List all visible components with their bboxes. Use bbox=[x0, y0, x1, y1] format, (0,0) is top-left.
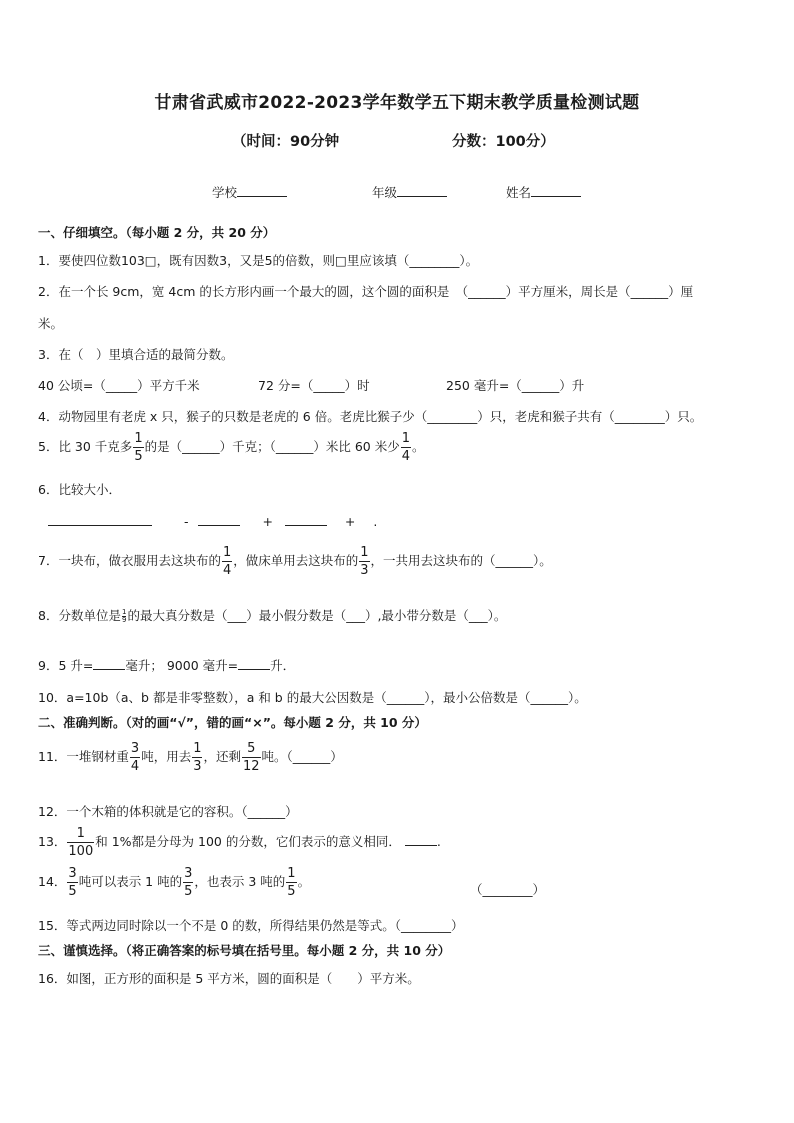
question-4: 4．动物园里有老虎 x 只，猴子的只数是老虎的 6 倍。老虎比猴子少（________）只，老虎和猴子共有（________）只。 bbox=[38, 409, 703, 424]
fraction-1-5: $\frac{1}{5}$ bbox=[287, 866, 296, 899]
fraction-1-100: $\frac{1}{100}$ bbox=[68, 826, 94, 859]
fraction-1-4: $\frac{1}{4}$ bbox=[222, 545, 232, 578]
question-3c: 250 毫升=（______）升 bbox=[446, 378, 585, 393]
school-field[interactable] bbox=[212, 183, 287, 201]
question-12: 12．一个木箱的体积就是它的容积。（______） bbox=[38, 804, 298, 819]
fraction-1-5: $\frac{1}{5}$ bbox=[134, 431, 143, 464]
question-11: 11．一堆钢材重 $\frac{3}{4}$ 吨，用去 $\frac{1}{3}$ ，还剩 $\frac{5}{12}$ 吨。（______） bbox=[38, 741, 343, 774]
fraction-5-12: $\frac{5}{12}$ bbox=[243, 741, 260, 774]
q5-text-b: 的是（______）千克；（______）米比 60 米少 bbox=[144, 439, 400, 454]
question-7: 7．一块布，做衣服用去这块布的 $\frac{1}{4}$ ，做床单用去这块布的 $\frac{1}{3}$ ，一共用去这块布的（______）。 bbox=[38, 545, 552, 578]
page-title: 甘肃省武威市2022-2023学年数学五下期末教学质量检测试题 bbox=[154, 93, 640, 113]
question-2-cont: 米。 bbox=[38, 316, 64, 331]
period: . bbox=[373, 514, 378, 529]
question-14-answer: （________） bbox=[470, 882, 546, 897]
q5-text-a: 5．比 30 千克多 bbox=[38, 439, 133, 454]
fraction-3-5: $\frac{3}{5}$ bbox=[184, 866, 193, 899]
fraction-3-5: $\frac{3}{5}$ bbox=[68, 866, 77, 899]
question-6: 6．比较大小． bbox=[38, 482, 121, 497]
question-13: 13． $\frac{1}{100}$ 和 1%都是分母为 100 的分数，它们表示的意义相同． . bbox=[38, 826, 441, 859]
fraction-1-9: $\frac{1}{9}$ bbox=[121, 608, 127, 624]
question-1: 1．要使四位数103□，既有因数3，又是5的倍数，则□里应该填（________）。 bbox=[38, 253, 479, 268]
school-label: 学校 bbox=[212, 185, 238, 200]
exam-score: 分数：100分） bbox=[452, 134, 555, 150]
plus-sign: + bbox=[344, 514, 356, 529]
fraction-3-4: $\frac{3}{4}$ bbox=[130, 741, 140, 774]
section-1-heading: 一、仔细填空。（每小题 2 分，共 20 分） bbox=[38, 225, 276, 240]
question-3: 3．在（ ）里填合适的最简分数。 bbox=[38, 347, 234, 362]
grade-field[interactable] bbox=[372, 183, 447, 201]
name-blank[interactable] bbox=[531, 184, 581, 197]
plus-sign: + bbox=[262, 514, 273, 529]
question-3a: 40 公顷=（_____）平方千米 bbox=[38, 378, 200, 393]
question-8: 8．分数单位是 $\frac{1}{9}$ 的最大真分数是（___）最小假分数是（___）,最小带分数是（___）。 bbox=[38, 608, 507, 624]
fraction-1-3: $\frac{1}{3}$ bbox=[360, 545, 369, 578]
answer-blank[interactable] bbox=[238, 658, 270, 670]
compare-blank[interactable] bbox=[198, 514, 240, 526]
compare-blank[interactable] bbox=[48, 514, 152, 526]
compare-blank[interactable] bbox=[285, 514, 327, 526]
fraction-1-3: $\frac{1}{3}$ bbox=[193, 741, 202, 774]
question-15: 15．等式两边同时除以一个不是 0 的数，所得结果仍然是等式。（________） bbox=[38, 918, 464, 933]
question-9: 9．5 升= 毫升； 9000 毫升= 升． bbox=[38, 658, 296, 673]
question-14: 14． $\frac{3}{5}$ 吨可以表示 1 吨的 $\frac{3}{5}$ ，也表示 3 吨的 $\frac{1}{5}$ 。 bbox=[38, 866, 311, 899]
question-2: 2．在一个长 9cm，宽 4cm 的长方形内画一个最大的圆，这个圆的面积是 （______）平方厘米，周长是（______）厘 bbox=[38, 284, 694, 299]
section-2-heading: 二、准确判断。（对的画“√”，错的画“×”。每小题 2 分，共 10 分） bbox=[38, 715, 427, 730]
question-16: 16．如图，正方形的面积是 5 平方米，圆的面积是（ ）平方米。 bbox=[38, 971, 420, 986]
answer-blank[interactable] bbox=[93, 658, 125, 670]
question-5: 5．比 30 千克多 $\frac{1}{5}$ 的是（______）千克；（______）米比 60 米少 $\frac{1}{4}$ 。 bbox=[38, 431, 425, 464]
name-field[interactable] bbox=[506, 183, 581, 201]
answer-blank[interactable] bbox=[405, 834, 437, 846]
fraction-1-4: $\frac{1}{4}$ bbox=[401, 431, 410, 464]
name-label: 姓名 bbox=[506, 185, 532, 200]
grade-label: 年级 bbox=[372, 185, 398, 200]
school-blank[interactable] bbox=[237, 184, 287, 197]
question-6-compare bbox=[48, 514, 377, 529]
grade-blank[interactable] bbox=[397, 184, 447, 197]
section-3-heading: 三、谨慎选择。（将正确答案的标号填在括号里。每小题 2 分，共 10 分） bbox=[38, 943, 451, 958]
minus-sign: - bbox=[183, 514, 189, 529]
question-10: 10．a=10b（a、b 都是非零整数），a 和 b 的最大公因数是（______），最小公倍数是（______）。 bbox=[38, 690, 587, 705]
exam-time: （时间：90分钟 bbox=[232, 134, 340, 150]
question-3b: 72 分=（_____）时 bbox=[258, 378, 370, 393]
